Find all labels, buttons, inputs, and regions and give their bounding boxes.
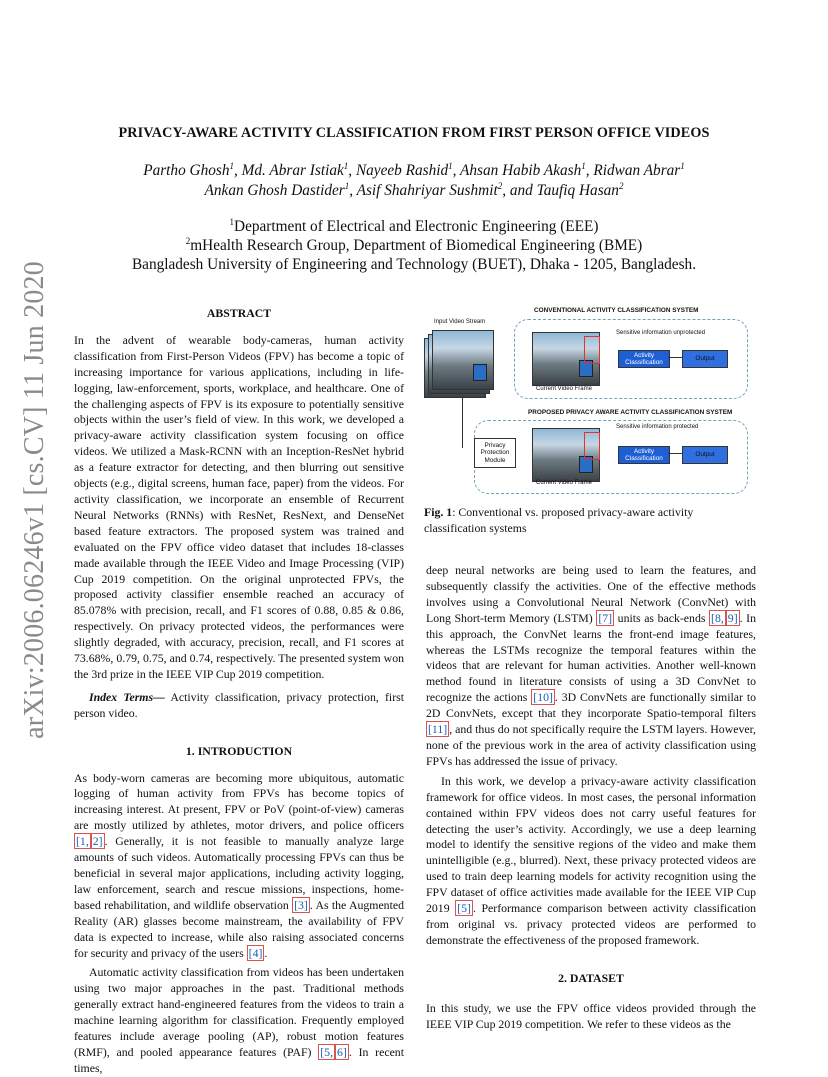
paper-title: PRIVACY-AWARE ACTIVITY CLASSIFICATION FROM FIRST PERSON OFFICE VIDEOS bbox=[118, 125, 710, 141]
citation-link[interactable]: [3] bbox=[294, 897, 308, 912]
right-column bbox=[426, 563, 756, 1032]
author: Md. Abrar Istiak bbox=[241, 162, 344, 179]
privacy-protection-module: Privacy Protection Module bbox=[474, 438, 516, 468]
body-paragraph: In this study, we use the FPV office videos provided through the IEEE VIP Cup 2019 competition. We refer to these videos as the bbox=[426, 1000, 756, 1031]
sensitive-region-marker bbox=[584, 336, 600, 364]
activity-classification-box: Activity Classification bbox=[618, 350, 670, 368]
output-box: Output bbox=[682, 446, 728, 464]
author: Ridwan Abrar bbox=[593, 162, 681, 179]
author-list-line2: Ankan Ghosh Dastider$^1$, Asif Shahriyar Sushmit$^2$, and Taufiq Hasan$^2$ bbox=[204, 180, 624, 199]
author: Ankan Ghosh Dastider bbox=[204, 182, 345, 199]
figure-1 bbox=[424, 302, 757, 498]
author-list-line1: Partho Ghosh$^1$, Md. Abrar Istiak$^1$, Nayeeb Rashid$^1$, Ahsan Habib Akash$^1$, Ridwan Abrar$^1$ bbox=[143, 160, 685, 179]
current-frame-label: Current Video Frame bbox=[536, 386, 592, 392]
citation-link[interactable]: 6] bbox=[337, 1044, 347, 1059]
citation-link[interactable]: [5] bbox=[457, 901, 471, 916]
affiliation-2: $^2$mHealth Research Group, Department of Biomedical Engineering (BME) bbox=[185, 235, 643, 254]
body-paragraph: deep neural networks are being used to learn the features, and subsequently classify the activities. One of the effective methods involves using a Convolutional Neural Network (ConvNet) with Long Short-term Memory (LSTM) [7] units as back-ends [8, 9] . In this approach, the ConvNet learns the front-end image features, whereas the LSTMs recognize the temporal features within the videos that are relevant for human activities. Another well-known method found in literature consists of using a 3D ConvNet to recognize the actions [10] . 3D ConvNets are functionally similar to 2D ConvNets, except that they incorporate Spatio-temporal filters [11] , and thus do not specifically require the LSTM layers. However, none of the previous work in the area of activity classification using FPVs has addressed the issue of privacy. bbox=[426, 563, 756, 768]
figure-caption: Fig. 1: Conventional vs. proposed privacy-aware activity classification systems bbox=[424, 505, 694, 535]
affiliation-1: $^1$Department of Electrical and Electronic Engineering (EEE) bbox=[229, 216, 599, 235]
citation-link[interactable]: 9] bbox=[727, 610, 738, 625]
abstract-body: In the advent of wearable body-cameras, human activity classification from First-Person Videos (FPV) has become a topic of increasing importance for various applications, including in life-logging, law-enforcement, sports, workplace, and healthcare. One of the challenging aspects of FPV is its exposure to potentially sensitive objects within the user’s field of view. In this work, we developed a privacy-aware activity classification system focusing on office videos. We utilized a Mask-RCNN with an Inception-ResNet hybrid as a feature extractor for detecting, and then blurring out sensitive objects (e.g., digital screens, human face, paper) from the videos. For activity classification, we incorporate an ensemble of Recurrent Neural Networks (RNNs) with ResNet, ResNext, and DenseNet based feature extractors. The proposed system was trained and evaluated on the FPV office video dataset that includes 18-classes made available through the IEEE Video and Image Processing (VIP) Cup 2019 competition. On the original unprotected FPVs, the proposed activity classifier ensemble reached an accuracy of 85.078% with precision, recall, and F1 scores of 0.88, 0.85 & 0.86, respectively. On privacy protected videos, the performances were slightly degraded, with accuracy, precision, recall, and F1 scores at 73.68%, 0.79, 0.75, and 0.74, respectively. The presented system won the 3rd prize in the IEEE VIP Cup 2019 competition. bbox=[74, 332, 404, 681]
current-frame-label: Current Video Frame bbox=[536, 480, 592, 486]
dataset-heading: 2. DATASET bbox=[558, 970, 624, 985]
citation-link[interactable]: [7] bbox=[598, 610, 613, 625]
citation-link[interactable]: [1, bbox=[76, 834, 89, 849]
citation-link[interactable]: [11] bbox=[428, 722, 448, 737]
arxiv-stamp bbox=[15, 261, 55, 739]
author: Nayeeb Rashid bbox=[355, 162, 449, 179]
intro-paragraph-1: As body-worn cameras are becoming more ubiquitous, automatic logging of human activity from FPVs has become topics of increasing interest. At present, FPV or PoV (point-of-view) cameras are mostly utilized by athletes, motor drivers, and police officers [1, 2] . Generally, it is not feasible to manually analyze large amounts of such videos. Automatically processing FPVs can thus be beneficial in several major applications, including activity logging, law enforcement, search and rescue missions, inspections, home-based rehabilitation, and wildlife observation [3] . As the Augmented Reality (AR) glasses become mainstream, the availability of FPV data is expected to increase, while also raising associated concerns for security and privacy of the users [4] . bbox=[74, 770, 404, 960]
input-stream-label: Input Video Stream bbox=[434, 319, 486, 325]
conventional-title: CONVENTIONAL ACTIVITY CLASSIFICATION SYSTEM bbox=[534, 307, 699, 314]
citation-link[interactable]: 2] bbox=[92, 834, 103, 849]
arxiv-id: arXiv:2006.06246v1 [cs.CV] 11 Jun 2020 bbox=[19, 261, 50, 739]
body-paragraph: In this work, we develop a privacy-aware activity classification framework for office videos. In most cases, the personal information contained within FPV videos does not carry useful features for detecting the user’s activity. Accordingly, we use a deep learning model to identify the sensitive regions of the video and make them unintelligible (e.g., blurred). Next, these privacy protected videos are used to train deep learning models for activity recognition using the FPV dataset of office activities made available for the IEEE VIP Cup 2019 [5] . Performance comparison between activity classification from original vs. privacy protected videos are performed to demonstrate the effectiveness of the proposed framework. bbox=[426, 773, 756, 947]
author: Ahsan Habib Akash bbox=[460, 162, 582, 179]
citation-link[interactable]: [8, bbox=[711, 610, 724, 625]
sensitive-info-protected: Sensitive information protected bbox=[616, 424, 699, 430]
output-box: Output bbox=[682, 350, 728, 368]
video-stream-frame bbox=[432, 330, 494, 390]
arrow bbox=[668, 357, 682, 358]
citation-link[interactable]: [10] bbox=[533, 690, 553, 705]
arrow bbox=[668, 453, 682, 454]
citation-link[interactable]: [5, bbox=[320, 1044, 334, 1059]
intro-paragraph-2: Automatic activity classification from videos has been undertaken using two major approaches in the past. Traditional methods generally extract hand-engineered features from the videos to train a machine learning algorithm for classification. Frequently employed features include average pooling (AP), robust motion features (RMF), and pooled appearance features (PAF) [5, 6] . In recent times, bbox=[74, 965, 404, 1075]
arrow bbox=[462, 396, 463, 448]
index-terms: Index Terms— Activity classification, privacy protection, first person video. bbox=[74, 689, 404, 720]
activity-classification-box: Activity Classification bbox=[618, 446, 670, 464]
affiliation-3: Bangladesh University of Engineering and Technology (BUET), Dhaka - 1205, Bangladesh. bbox=[131, 256, 697, 273]
sensitive-info-unprotected: Sensitive information unprotected bbox=[616, 330, 706, 336]
proposed-title: PROPOSED PRIVACY AWARE ACTIVITY CLASSIFICATION SYSTEM bbox=[528, 409, 733, 416]
author: Partho Ghosh bbox=[143, 162, 230, 179]
citation-link[interactable]: [4] bbox=[248, 945, 263, 960]
left-column bbox=[74, 306, 404, 1077]
author: Taufiq Hasan bbox=[536, 182, 619, 199]
intro-heading: 1. INTRODUCTION bbox=[185, 743, 293, 758]
author: Asif Shahriyar Sushmit bbox=[356, 182, 498, 199]
sensitive-region-marker bbox=[584, 432, 600, 460]
abstract-heading: ABSTRACT bbox=[206, 306, 272, 320]
